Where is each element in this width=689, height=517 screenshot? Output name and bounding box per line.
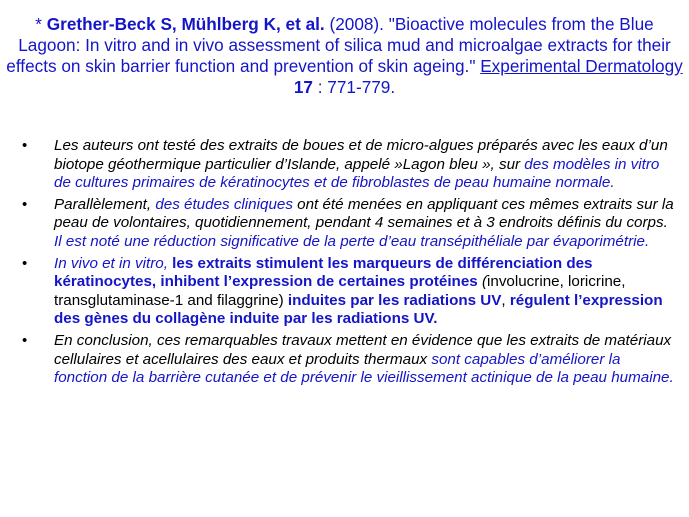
citation-journal-link[interactable]: Experimental Dermatology bbox=[480, 56, 683, 76]
bullet-item-4 bbox=[22, 332, 677, 388]
text-segment: In vivo et in vitro, bbox=[54, 254, 173, 272]
bullet-text bbox=[54, 137, 677, 193]
bullet-item-2 bbox=[22, 196, 677, 252]
citation-title: (2008). "Bioactive molecules from the Blue Lagoon: In vitro and in vivo assessment of silica mud and microalgae extracts for their effects on skin barrier function and prevention of skin ageing." bbox=[6, 14, 671, 76]
text-segment: des études cliniques bbox=[155, 195, 293, 213]
bullet-text bbox=[54, 332, 677, 388]
text-segment: En conclusion, ces remarquables travaux mettent en évidence que les extraits de matériaux cellulaires et acellulaires des eaux et produits thermaux bbox=[54, 331, 672, 368]
bullet-text bbox=[54, 255, 677, 329]
bullet-marker: • bbox=[22, 254, 28, 272]
text-segment: sont capables d’améliorer la fonction de la barrière cutanée et de prévenir le vieillissement actinique de la peau humaine. bbox=[54, 350, 674, 387]
text-segment: ( bbox=[477, 273, 487, 291]
text-segment: Parallèlement, bbox=[54, 195, 156, 213]
text-segment: ont été menées en appliquant ces mêmes extraits sur la peau de volontaires, quotidiennement, pendant 4 semaines et à 3 endroits définis du corps. bbox=[54, 195, 674, 232]
citation-pages: : 771-779. bbox=[312, 77, 396, 97]
bullet-item-1 bbox=[22, 137, 677, 193]
text-segment: , bbox=[501, 291, 510, 309]
text-segment: Il est noté une réduction significative de la perte d’eau transépithéliale par évaporimétrie. bbox=[54, 232, 650, 250]
text-segment: induites par les radiations UV bbox=[287, 291, 502, 309]
citation-prefix: * bbox=[35, 14, 47, 34]
bullet-list bbox=[22, 137, 677, 391]
text-segment: involucrine, loricrine, transglutaminase-1 and filaggrine) bbox=[54, 273, 626, 309]
text-segment: régulent l’expression des gènes du collagène induite par les radiations UV. bbox=[54, 291, 663, 328]
citation-authors: Grether-Beck S, Mühlberg K, et al. bbox=[46, 14, 325, 34]
citation-header bbox=[4, 14, 685, 98]
bullet-marker: • bbox=[22, 137, 28, 154]
bullet-marker: • bbox=[22, 195, 28, 213]
bullet-text bbox=[54, 196, 677, 252]
bullet-item-3 bbox=[22, 255, 677, 329]
bullet-marker: • bbox=[22, 331, 28, 349]
text-segment: des modèles in vitro de cultures primaires de kératinocytes et de fibroblastes de peau humaine normale. bbox=[54, 155, 660, 192]
text-segment: les extraits stimulent les marqueurs de différenciation des kératinocytes, inhibent l’expression de certaines protéines bbox=[54, 254, 593, 291]
text-segment: Les auteurs ont testé des extraits de boues et de micro-algues préparés avec les eaux d’un biotope géothermique particulier d’Islande, appelé »Lagon bleu », sur bbox=[54, 137, 668, 173]
citation-volume: 17 bbox=[293, 77, 313, 97]
